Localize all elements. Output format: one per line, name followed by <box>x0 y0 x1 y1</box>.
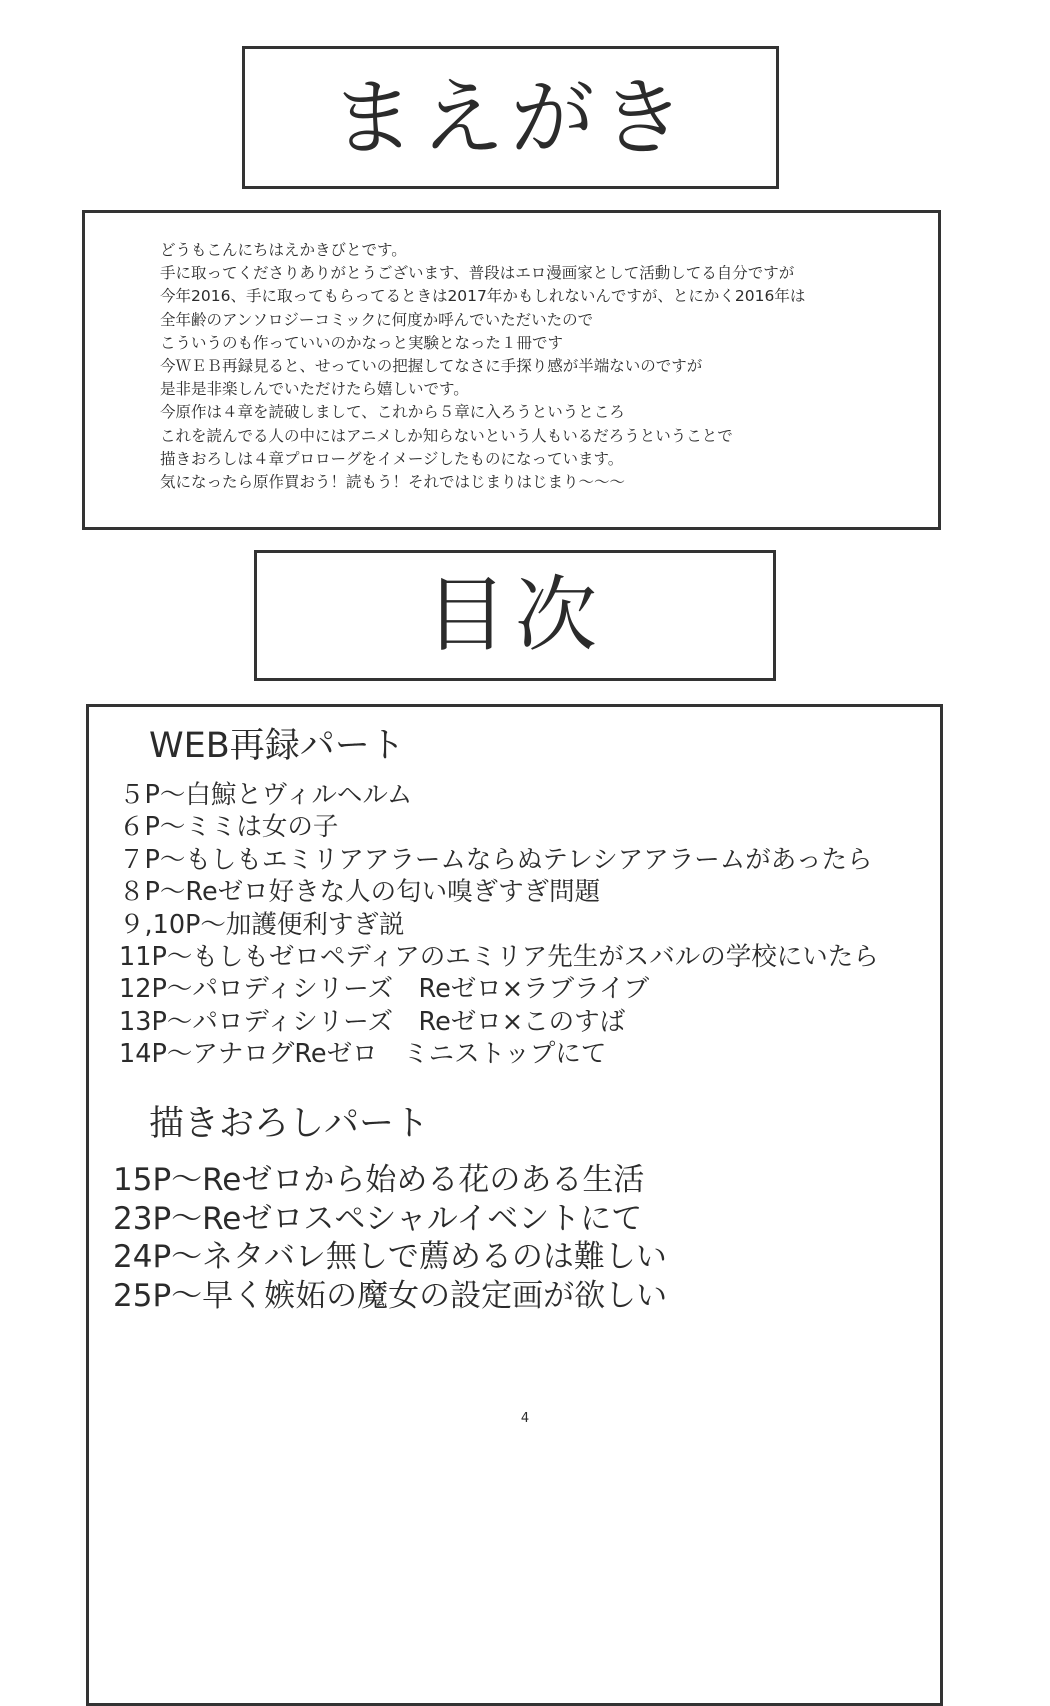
foreword-title: まえがき <box>330 68 691 167</box>
toc-item: ６P〜ミミは女の子 <box>119 812 339 843</box>
toc-title: 目次 <box>424 567 605 663</box>
toc-item: 13P〜パロディシリーズ Reゼロ×このすば <box>119 1006 626 1037</box>
new-section-list <box>113 1161 667 1315</box>
toc-item: 11P〜もしもゼロペディアのエミリア先生がスバルの学校にいたら <box>119 942 879 973</box>
toc-item: ８P〜Reゼロ好きな人の匂い嗅ぎすぎ問題 <box>119 877 601 908</box>
toc-title-box <box>254 550 776 681</box>
toc-item: 14P〜アナログReゼロ ミニストップにて <box>119 1039 607 1070</box>
toc-item: ９,10P〜加護便利すぎ説 <box>119 909 405 940</box>
toc-item: 15P〜Reゼロから始める花のある生活 <box>113 1162 645 1198</box>
foreword-line: 是非是非楽しんでいただけたら嬉しいです。 <box>160 380 469 399</box>
new-section-heading: 描きおろしパート <box>149 1104 430 1144</box>
toc-item: ７P〜もしもエミリアアラームならぬテレシアアラームがあったら <box>119 844 873 875</box>
toc-item: 23P〜Reゼロスペシャルイベントにて <box>113 1200 643 1237</box>
foreword-text-box <box>82 210 941 530</box>
foreword-line: 今ＷＥＢ再録見ると、せっていの把握してなさに手探り感が半端ないのですが <box>160 357 703 376</box>
foreword-line: 手に取ってくださりありがとうございます、普段はエロ漫画家として活動してる自分ですが <box>160 264 795 283</box>
foreword-line: どうもこんにちはえかきびとです。 <box>160 241 407 259</box>
web-section-heading: WEB再録パート <box>149 726 405 766</box>
foreword-line: 気になったら原作買おう！読もう！それではじまりはじまり〜〜〜 <box>160 473 626 492</box>
toc-item: ５P〜白鯨とヴィルヘルム <box>119 780 413 810</box>
toc-item: 25P〜早く嫉妬の魔女の設定画が欲しい <box>113 1277 668 1314</box>
foreword-line: 描きおろしは４章プロローグをイメージしたものになっています。 <box>160 449 624 468</box>
foreword-line: 全年齢のアンソロジーコミックに何度か呼んでいただいたので <box>160 310 594 329</box>
foreword-line: これを読んでる人の中にはアニメしか知らないという人もいるだろうということで <box>160 426 733 445</box>
foreword-title-box <box>242 46 779 189</box>
web-section-list <box>119 779 879 1071</box>
foreword-lines <box>85 213 938 494</box>
toc-item: 12P〜パロディシリーズ Reゼロ×ラブライブ <box>119 974 650 1005</box>
toc-box <box>86 704 943 1706</box>
page-number: 4 <box>520 1411 530 1426</box>
toc-item: 24P〜ネタバレ無しで薦めるのは難しい <box>113 1239 667 1275</box>
foreword-line: 今年2016、手に取ってもらってるときは2017年かもしれないんですが、とにかく2016年は <box>160 287 806 306</box>
foreword-line: こういうのも作っていいのかなっと実験となった１冊です <box>160 333 564 352</box>
foreword-line: 今原作は４章を読破しまして、これから５章に入ろうというところ <box>160 403 625 422</box>
